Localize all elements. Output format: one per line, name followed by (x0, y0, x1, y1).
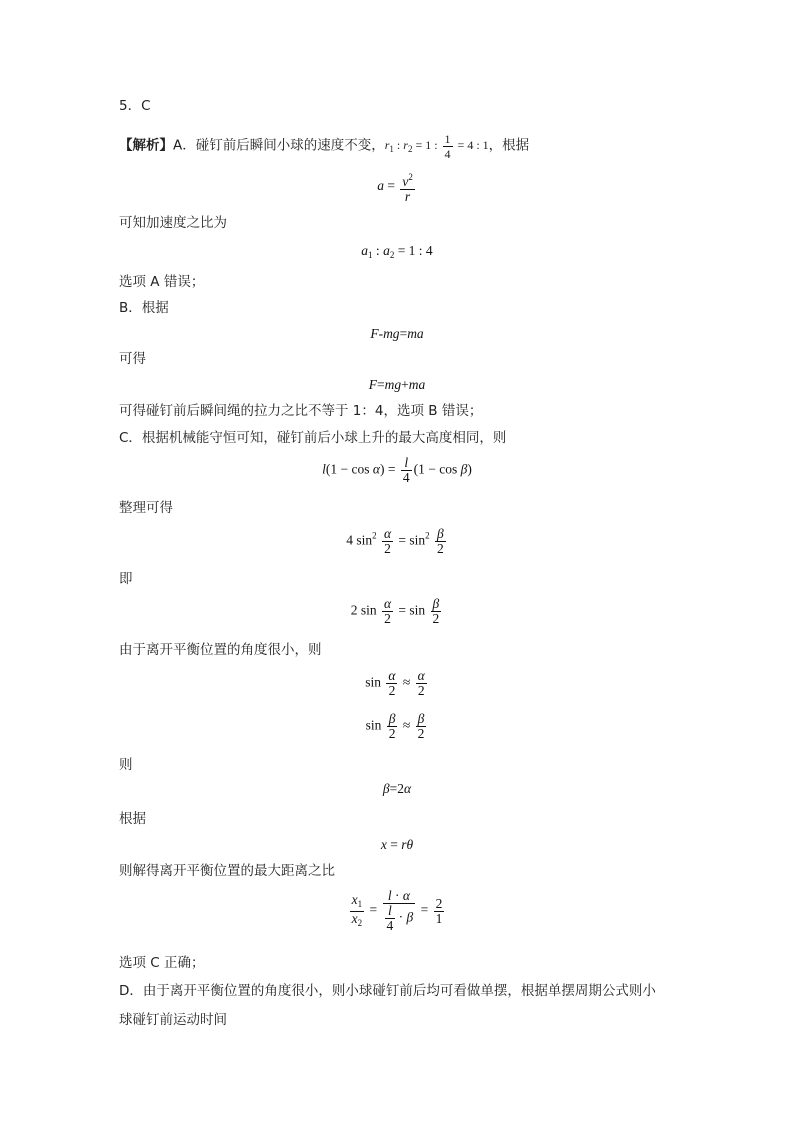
line-9: 即 (119, 571, 133, 587)
line-13: 则解得离开平衡位置的最大距离之比 (119, 863, 335, 879)
eq-force: F=mg+ma (368, 377, 426, 392)
eq-beta: β=2α (382, 781, 412, 796)
line-16: 球碰钉前运动时间 (119, 1012, 227, 1028)
analysis-line-a (119, 132, 529, 161)
eq-arc: x = rθ (380, 837, 414, 852)
eq-sin: 2 sin $\frac{\alpha}{2}$ = sin $\frac{\beta}{2}$ (350, 596, 440, 626)
line-a-tail: ，根据 (488, 137, 530, 154)
line-2: 可知加速度之比为 (119, 215, 227, 231)
line-8: 整理可得 (119, 500, 173, 516)
line-15: D．由于离开平衡位置的角度很小，则小球碰钉前后均可看做单摆，根据单摆周期公式则小 (119, 983, 656, 999)
line-7: C．根据机械能守恒可知，碰钉前后小球上升的最大高度相同，则 (119, 430, 507, 446)
line-5: 可得 (119, 351, 146, 367)
line-6: 可得碰钉前后瞬间绳的拉力之比不等于 1：4，选项 B 错误； (119, 403, 483, 419)
line-10: 由于离开平衡位置的角度很小，则 (119, 642, 322, 658)
eq-ratio-r: $r_1$ : $r_2 = 1$ : $\frac{1}{4}$ = 4 : 1 (384, 132, 489, 161)
eq-newton: F-mg=ma (370, 326, 424, 341)
line-12: 根据 (119, 811, 146, 827)
line-11: 则 (119, 757, 133, 773)
eq-approx-alpha: sin $\frac{\alpha}{2}$ ≈ $\frac{\alpha}{2}$ (365, 668, 425, 698)
eq-approx-beta: sin $\frac{\beta}{2}$ ≈ $\frac{\beta}{2}$ (365, 711, 425, 741)
line-14: 选项 C 正确； (119, 955, 205, 971)
eq-sin2: 4 $\sin^2$ $\frac{\alpha}{2}$ = $\sin^2$ $\frac{\beta}{2}$ (346, 526, 444, 556)
question-label: 5．C (119, 98, 151, 114)
eq-accel-ratio: $a_1$ : $a_2 = 1$ : 4 (361, 243, 433, 260)
line-4: B．根据 (119, 300, 169, 316)
line-3: 选项 A 错误； (119, 274, 205, 290)
analysis-tag: 【解析】 (119, 137, 173, 154)
eq-accel: a = $\frac{v^2}{r}$ (377, 172, 413, 204)
line-a-text: A．碰钉前后瞬间小球的速度不变， (173, 137, 385, 154)
eq-dist-ratio: $\frac{x_1}{x_2}$ = l · α $\frac{l}{4}$ · β = $\frac{2}{1}$ (351, 888, 443, 933)
eq-energy: l(1 − cos α) = $\frac{l}{4}$ (1 − cos β) (322, 455, 472, 485)
